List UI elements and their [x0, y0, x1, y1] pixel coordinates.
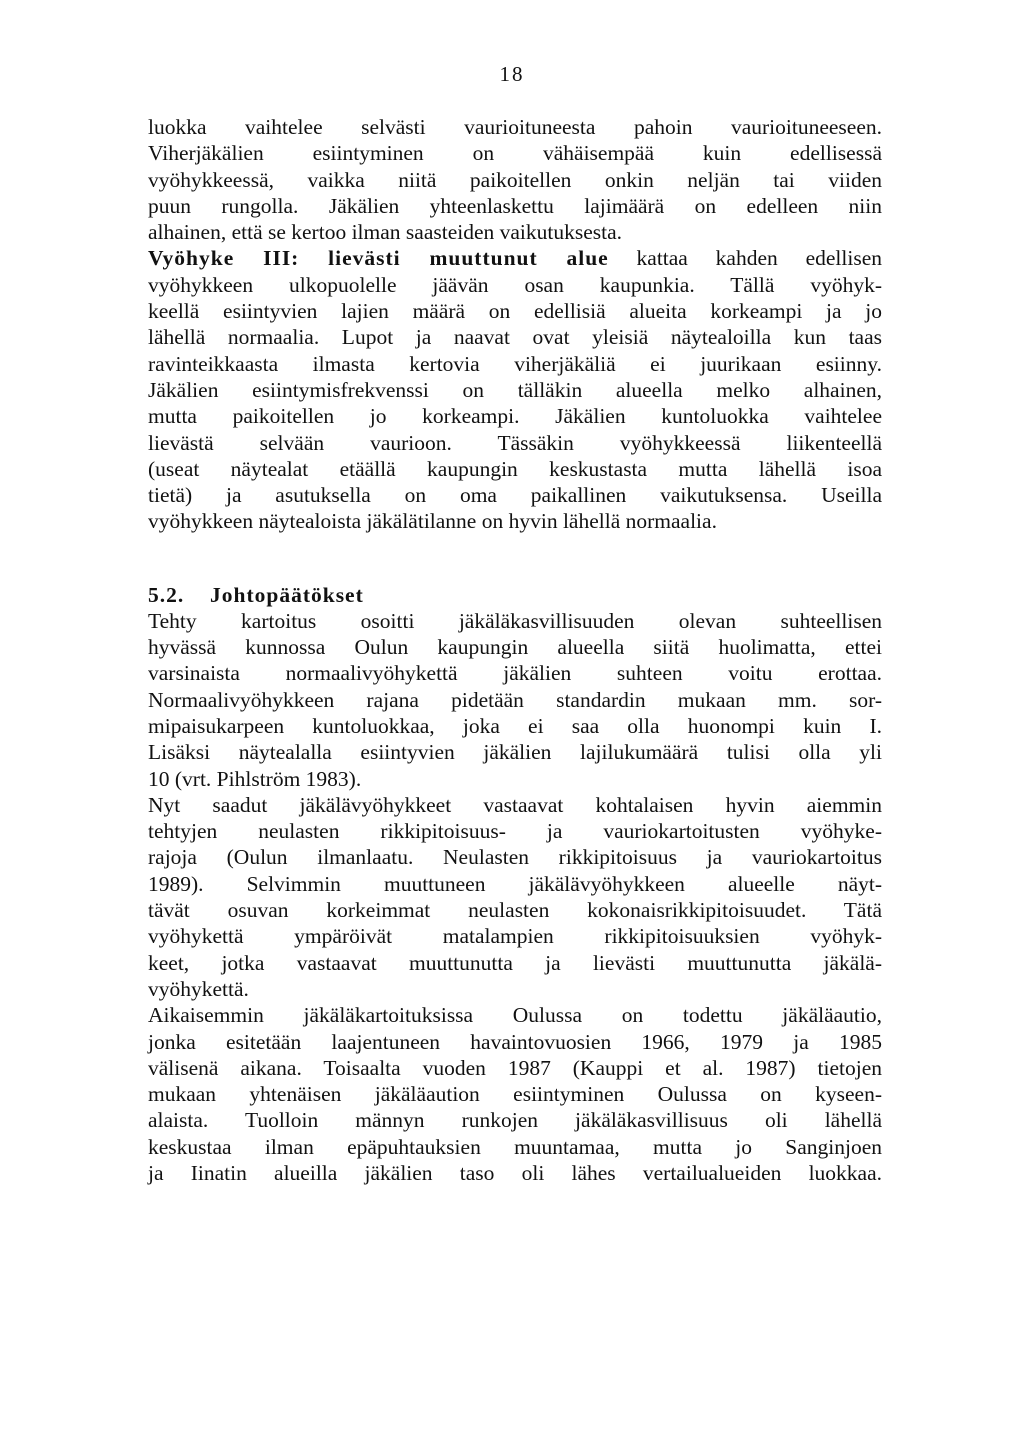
text-line: keellä esiintyvien lajien määrä on edellisiä alueita korkeampi ja jo: [148, 299, 882, 324]
text-line: puun rungolla. Jäkälien yhteenlaskettu lajimäärä on edelleen niin: [148, 193, 882, 218]
text-line: vyöhykettä.: [148, 976, 249, 1001]
text-line: Jäkälien esiintymisfrekvenssi on tälläkin alueella melko alhainen,: [148, 377, 882, 402]
text-line: Normaalivyöhykkeen rajana pidetään standardin mukaan mm. sor-: [148, 687, 882, 712]
section-heading: [148, 582, 882, 608]
text-line: mipaisukarpeen kuntoluokkaa, joka ei saa olla huonompi kuin I.: [148, 713, 882, 738]
text-line: rajoja (Oulun ilmanlaatu. Neulasten rikkipitoisuus ja vauriokartoitus: [148, 845, 882, 870]
text-line: Lisäksi näytealalla esiintyvien jäkälien lajilukumäärä tulisi olla yli: [148, 740, 882, 765]
text-line: luokka vaihtelee selvästi vaurioituneesta pahoin vaurioituneeseen.: [148, 115, 882, 139]
text-line: keskustaa ilman epäpuhtauksien muuntamaa, mutta jo Sanginjoen: [148, 1134, 882, 1159]
paragraph-zone-iii: [148, 245, 882, 534]
zone-iii-label: Vyöhyke III: lievästi muuttunut alue: [148, 246, 609, 271]
text-line: (useat näytealat etäällä kaupungin keskustasta mutta lähellä isoa: [148, 456, 882, 481]
section-number: 5.2.: [148, 582, 185, 607]
text-line: vyöhykettä ympäröivät matalampien rikkipitoisuuksien vyöhyk-: [148, 924, 882, 949]
text-line: Viherjäkälien esiintyminen on vähäisempää kuin edellisessä: [148, 141, 882, 166]
text-line-first: [148, 245, 882, 271]
text-line: alhainen, että se kertoo ilman saasteiden vaikutuksesta.: [148, 220, 623, 245]
text-line: tietä) ja asutuksella on oma paikallinen vaikutuksensa. Useilla: [148, 483, 882, 508]
body-text: [148, 114, 882, 1186]
text-line: keet, jotka vastaavat muuttunutta ja lievästi muuttunutta jäkälä-: [148, 950, 882, 975]
paragraph-conclusions-1: [148, 608, 882, 792]
text-line: Aikaisemmin jäkäläkartoituksissa Oulussa on todettu jäkäläautio,: [148, 1003, 882, 1028]
text-line: varsinaista normaalivyöhykettä jäkälien suhteen voitu erottaa.: [148, 661, 882, 686]
text-line: vyöhykkeessä, vaikka niitä paikoitellen onkin neljän tai viiden: [148, 167, 882, 192]
paragraph-conclusions-3: [148, 1002, 882, 1186]
text-line: 10 (vrt. Pihlström 1983).: [148, 766, 362, 791]
text-line: lievästä selvään vaurioon. Tässäkin vyöhykkeessä liikenteellä: [148, 430, 882, 455]
text-line: mukaan yhtenäisen jäkäläaution esiintyminen Oulussa on kyseen-: [148, 1082, 882, 1107]
text-line: hyvässä kunnossa Oulun kaupungin alueella siitä huolimatta, ettei: [148, 635, 882, 660]
text-line: jonka esitetään laajentuneen havaintovuosien 1966, 1979 ja 1985: [148, 1029, 882, 1054]
paragraph-zone-ii-end: [148, 114, 882, 245]
text-line: tävät osuvan korkeimmat neulasten kokonaisrikkipitoisuudet. Tätä: [148, 898, 882, 923]
text-line: ja Iinatin alueilla jäkälien taso oli lähes vertailualueiden luokkaa.: [148, 1160, 882, 1185]
paragraph-conclusions-2: [148, 792, 882, 1002]
text-line: mutta paikoitellen jo korkeampi. Jäkälien kuntoluokka vaihtelee: [148, 404, 882, 429]
section-title: Johtopäätökset: [210, 582, 364, 607]
text-line: Nyt saadut jäkälävyöhykkeet vastaavat kohtalaisen hyvin aiemmin: [148, 792, 882, 817]
text-line: tehtyjen neulasten rikkipitoisuus- ja vauriokartoitusten vyöhyke-: [148, 819, 882, 844]
text-line: ravinteikkaasta ilmasta kertovia viherjäkäliä ei juurikaan esiinny.: [148, 351, 882, 376]
text-line: Tehty kartoitus osoitti jäkäläkasvillisuuden olevan suhteellisen: [148, 608, 882, 633]
text-line: lähellä normaalia. Lupot ja naavat ovat yleisiä näytealoilla kun taas: [148, 325, 882, 350]
page-number: 18: [499, 62, 525, 86]
text-line: 1989). Selvimmin muuttuneen jäkälävyöhykkeen alueelle näyt-: [148, 871, 882, 896]
zone-iii-intro: kattaa kahden edellisen: [608, 246, 882, 271]
text-line: alaista. Tuolloin männyn runkojen jäkäläkasvillisuus oli lähellä: [148, 1108, 882, 1133]
text-line: vyöhykkeen ulkopuolelle jäävän osan kaupunkia. Tällä vyöhyk-: [148, 272, 882, 297]
text-line: vyöhykkeen näytealoista jäkälätilanne on hyvin lähellä normaalia.: [148, 509, 717, 534]
text-line: välisenä aikana. Toisaalta vuoden 1987 (Kauppi et al. 1987) tietojen: [148, 1055, 882, 1080]
